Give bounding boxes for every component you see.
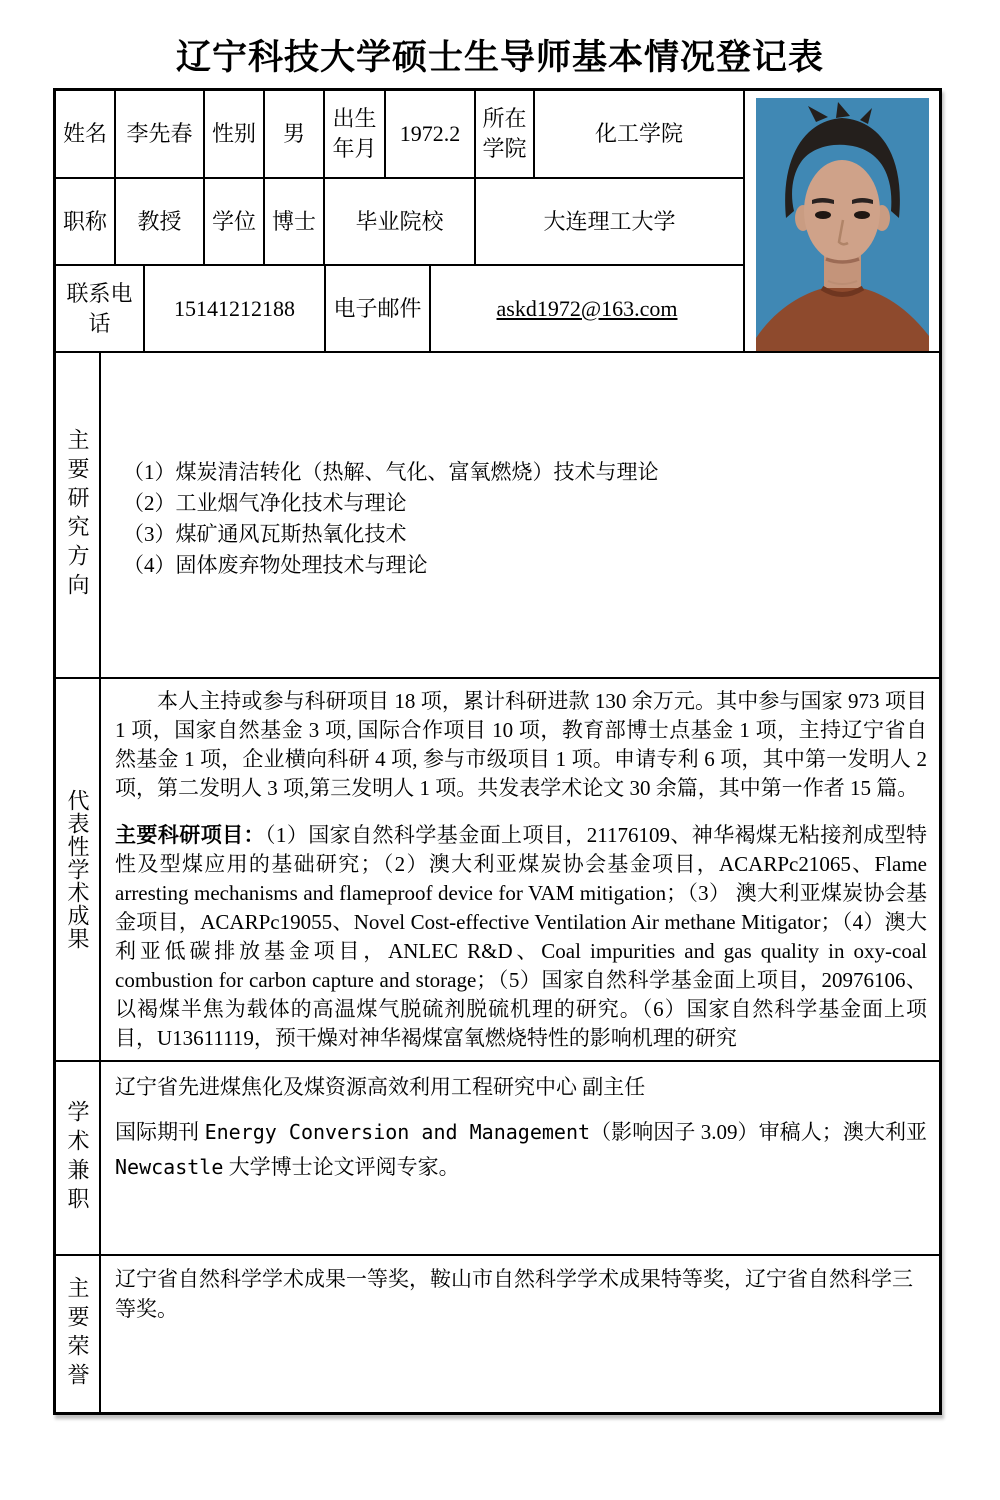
- page-title: 辽宁科技大学硕士生导师基本情况登记表: [175, 38, 824, 77]
- research-content: [101, 353, 939, 677]
- email-link[interactable]: askd1972@163.com: [496, 295, 678, 321]
- email-value: [431, 266, 743, 351]
- positions-line-2: [115, 1115, 927, 1185]
- birth-value: 1972.2: [386, 91, 476, 177]
- college-value: 化工学院: [594, 121, 683, 146]
- birth-label: 出生年月: [325, 91, 386, 177]
- header-row-1: [56, 91, 743, 179]
- achievements-label-cell: [56, 679, 101, 1060]
- college-label: 所在学院: [476, 91, 535, 177]
- header-row-3: [56, 266, 743, 351]
- research-item: （3）煤矿通风瓦斯热氧化技术: [123, 522, 407, 546]
- name-value: 李先春: [116, 91, 205, 177]
- prof-title-label: 职称: [56, 179, 116, 264]
- section-research: [56, 353, 939, 679]
- achievements-paragraph-1: 本人主持或参与科研项目 18 项，累计科研进款 130 余万元。其中参与国家 973 项目 1 项，国家自然基金 3 项, 国际合作项目 10 项，教育部博士点基金 1 项，主持辽宁省自然基金 1 项，企业横向科研 4 项, 参与市级项目 1 项。申请专利 6 项，其中第一发明人 2 项，第二发明人 3 项,第三发明人 1 项。共发表学术论文 30 余篇，其中第一作者 15 篇。: [115, 689, 927, 800]
- research-item: （2）工业烟气净化技术与理论: [123, 491, 407, 515]
- phone-value: 15141212188: [145, 266, 326, 351]
- honors-label: 主要荣誉: [65, 1276, 90, 1392]
- honors-text: 辽宁省自然科学学术成果一等奖，鞍山市自然科学学术成果特等奖，辽宁省自然科学三等奖。: [115, 1267, 913, 1321]
- school-value: 大连理工大学: [543, 208, 676, 234]
- positions-line-2-text: （影响因子 3.09）审稿人；澳大利亚: [590, 1120, 928, 1144]
- header-row-2: [56, 179, 743, 266]
- journal-name: Energy Conversion and Management: [204, 1120, 591, 1144]
- header-fields: [56, 91, 745, 351]
- school-label: 毕业院校: [325, 179, 476, 264]
- honors-content: [101, 1256, 939, 1412]
- email-label: 电子邮件: [326, 266, 431, 351]
- prof-title-value: 教授: [116, 179, 205, 264]
- positions-content: [101, 1062, 939, 1254]
- research-label: 主要研究方向: [65, 428, 90, 602]
- positions-line-2-text: 国际期刊: [115, 1120, 205, 1144]
- name-label: 姓名: [56, 91, 116, 177]
- gender-label: 性别: [205, 91, 265, 177]
- header-block: [56, 91, 939, 353]
- honors-label-cell: [56, 1256, 101, 1412]
- section-achievements: [56, 679, 939, 1062]
- achievements-paragraph-2: [115, 821, 927, 1053]
- research-label-cell: [56, 353, 101, 677]
- achievements-content: [101, 679, 939, 1060]
- university-name: Newcastle: [115, 1155, 224, 1179]
- section-positions: [56, 1062, 939, 1256]
- positions-line-1: 辽宁省先进煤焦化及煤资源高效利用工程研究中心 副主任: [115, 1075, 646, 1099]
- research-item: （1）煤炭清洁转化（热解、气化、富氧燃烧）技术与理论: [123, 460, 659, 484]
- research-item: （4）固体废弃物处理技术与理论: [123, 553, 428, 577]
- achievements-paragraph-2-lead: 主要科研项目：: [115, 823, 265, 847]
- phone-label: 联系电话: [56, 266, 145, 351]
- positions-label-cell: [56, 1062, 101, 1254]
- positions-line-2-text: 大学博士论文评阅专家。: [223, 1155, 460, 1179]
- portrait-photo: [756, 98, 929, 351]
- degree-value: 博士: [265, 179, 325, 264]
- positions-label: 学术兼职: [65, 1100, 90, 1216]
- photo-cell: [745, 91, 939, 351]
- achievements-paragraph-2-body: （1）国家自然科学基金面上项目，21176109、神华褐煤无粘接剂成型特性及型煤应用的基础研究；（2）澳大利亚煤炭协会基金项目，ACARPc21065、Flame arresting mechanisms and flameproof device for VAM mitigation；（3） 澳大利亚煤炭协会基金项目，ACARPc19055、Novel Cost-effective Ventilation Air methane Mitigator；（4）澳大利亚低碳排放基金项目，ANLEC R&D、Coal impurities and gas quality in oxy-coal combustion for carbon capture and storage；（5）国家自然科学基金面上项目，20976106、以褐煤半焦为载体的高温煤气脱硫剂脱硫机理的研究。（6）国家自然科学基金面上项目，U13611119，预干燥对神华褐煤富氧燃烧特性的影响机理的研究: [115, 823, 928, 1050]
- gender-value: 男: [265, 91, 325, 177]
- achievements-label: 代表性学术成果: [65, 789, 90, 950]
- registration-form-table: [53, 88, 942, 1415]
- section-honors: [56, 1256, 939, 1412]
- degree-label: 学位: [205, 179, 265, 264]
